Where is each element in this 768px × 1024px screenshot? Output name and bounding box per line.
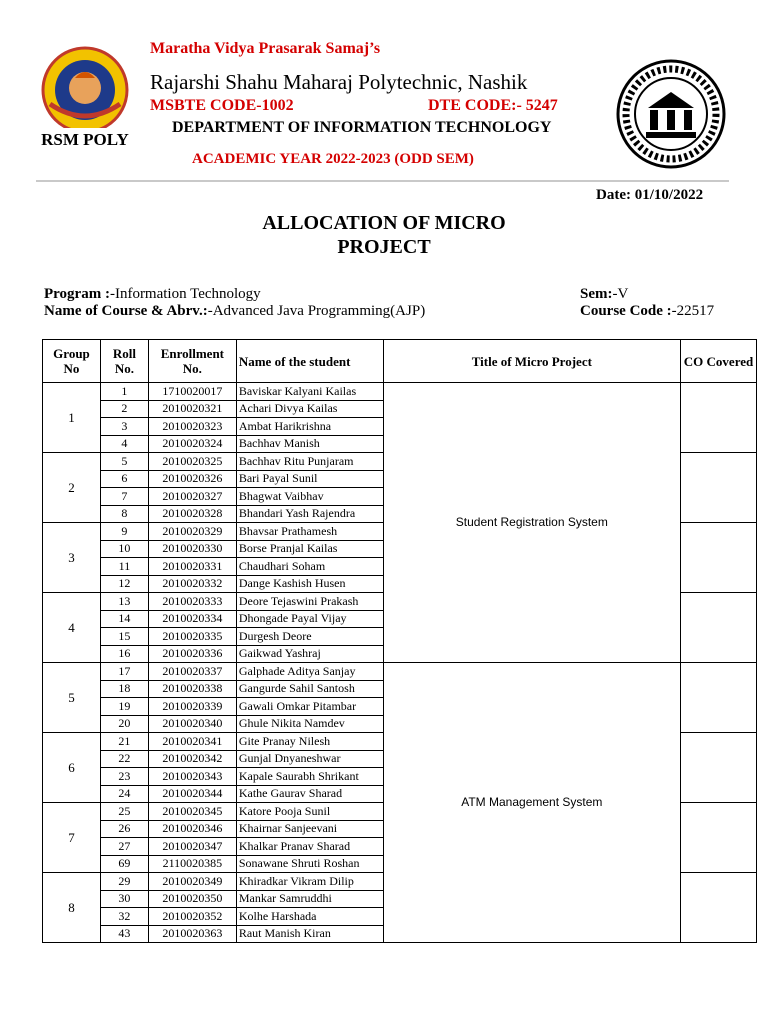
enrollment-number: 2010020329 xyxy=(148,523,236,541)
roll-number: 13 xyxy=(100,593,148,611)
enrollment-number: 2010020336 xyxy=(148,645,236,663)
col-header-roll: Roll No. xyxy=(100,340,148,383)
table-row xyxy=(43,383,757,401)
col-header-group: Group No xyxy=(43,340,101,383)
sem-info xyxy=(580,286,628,303)
table-row xyxy=(43,663,757,681)
roll-number: 24 xyxy=(100,785,148,803)
enrollment-number: 2010020340 xyxy=(148,715,236,733)
enrollment-number: 2010020344 xyxy=(148,785,236,803)
roll-number: 21 xyxy=(100,733,148,751)
student-name: Gite Pranay Nilesh xyxy=(236,733,383,751)
micro-project-title: ATM Management System xyxy=(383,663,680,943)
roll-number: 9 xyxy=(100,523,148,541)
enrollment-number: 2010020345 xyxy=(148,803,236,821)
page-title xyxy=(0,211,768,259)
student-name: Gawali Omkar Pitambar xyxy=(236,698,383,716)
sem-value: -V xyxy=(612,286,629,302)
roll-number: 10 xyxy=(100,540,148,558)
roll-number: 29 xyxy=(100,873,148,891)
course-code-value: -22517 xyxy=(671,303,715,319)
enrollment-number: 2010020339 xyxy=(148,698,236,716)
student-name: Katore Pooja Sunil xyxy=(236,803,383,821)
roll-number: 32 xyxy=(100,908,148,926)
co-covered xyxy=(681,523,757,593)
micro-project-title: Student Registration System xyxy=(383,383,680,663)
student-name: Sonawane Shruti Roshan xyxy=(236,855,383,873)
sem-label: Sem: xyxy=(580,286,613,302)
enrollment-number: 2010020338 xyxy=(148,680,236,698)
roll-number: 8 xyxy=(100,505,148,523)
group-number: 3 xyxy=(43,523,101,593)
student-name: Khiradkar Vikram Dilip xyxy=(236,873,383,891)
student-name: Kolhe Harshada xyxy=(236,908,383,926)
society-name: Maratha Vidya Prasarak Samaj’s xyxy=(150,40,381,57)
enrollment-number: 2010020327 xyxy=(148,488,236,506)
co-covered xyxy=(681,663,757,733)
enrollment-number: 2010020341 xyxy=(148,733,236,751)
student-name: Bhavsar Prathamesh xyxy=(236,523,383,541)
allocation-table xyxy=(42,339,757,943)
dte-code: DTE CODE:- 5247 xyxy=(428,97,558,114)
roll-number: 11 xyxy=(100,558,148,576)
student-name: Khalkar Pranav Sharad xyxy=(236,838,383,856)
academic-year: ACADEMIC YEAR 2022-2023 (ODD SEM) xyxy=(192,151,474,167)
student-name: Bari Payal Sunil xyxy=(236,470,383,488)
col-header-name: Name of the student xyxy=(236,340,383,383)
enrollment-number: 2010020331 xyxy=(148,558,236,576)
roll-number: 30 xyxy=(100,890,148,908)
roll-number: 25 xyxy=(100,803,148,821)
co-covered xyxy=(681,733,757,803)
enrollment-number: 2010020325 xyxy=(148,453,236,471)
group-number: 7 xyxy=(43,803,101,873)
program-value: -Information Technology xyxy=(109,286,261,302)
student-name: Bhagwat Vaibhav xyxy=(236,488,383,506)
student-name: Borse Pranjal Kailas xyxy=(236,540,383,558)
col-header-co: CO Covered xyxy=(681,340,757,383)
roll-number: 23 xyxy=(100,768,148,786)
msbte-code: MSBTE CODE-1002 xyxy=(150,97,294,114)
enrollment-number: 2010020352 xyxy=(148,908,236,926)
roll-number: 17 xyxy=(100,663,148,681)
college-name: Rajarshi Shahu Maharaj Polytechnic, Nashik xyxy=(150,70,528,94)
student-name: Dhongade Payal Vijay xyxy=(236,610,383,628)
logo-text: RSM POLY xyxy=(41,130,129,149)
enrollment-number: 2010020346 xyxy=(148,820,236,838)
roll-number: 43 xyxy=(100,925,148,943)
enrollment-number: 2010020347 xyxy=(148,838,236,856)
student-name: Galphade Aditya Sanjay xyxy=(236,663,383,681)
msbte-seal xyxy=(612,58,730,170)
roll-number: 26 xyxy=(100,820,148,838)
roll-number: 2 xyxy=(100,400,148,418)
group-number: 2 xyxy=(43,453,101,523)
enrollment-number: 1710020017 xyxy=(148,383,236,401)
student-name: Gunjal Dnyaneshwar xyxy=(236,750,383,768)
roll-number: 12 xyxy=(100,575,148,593)
enrollment-number: 2010020328 xyxy=(148,505,236,523)
group-number: 4 xyxy=(43,593,101,663)
group-number: 1 xyxy=(43,383,101,453)
roll-number: 3 xyxy=(100,418,148,436)
student-name: Khairnar Sanjeevani xyxy=(236,820,383,838)
course-code-info xyxy=(580,303,714,320)
table-header-row xyxy=(43,340,757,383)
student-name: Baviskar Kalyani Kailas xyxy=(236,383,383,401)
roll-number: 18 xyxy=(100,680,148,698)
header-divider xyxy=(36,180,729,182)
course-info xyxy=(44,303,425,320)
enrollment-number: 2010020342 xyxy=(148,750,236,768)
student-name: Deore Tejaswini Prakash xyxy=(236,593,383,611)
roll-number: 5 xyxy=(100,453,148,471)
student-name: Bachhav Manish xyxy=(236,435,383,453)
co-covered xyxy=(681,453,757,523)
student-name: Chaudhari Soham xyxy=(236,558,383,576)
roll-number: 22 xyxy=(100,750,148,768)
program-info xyxy=(44,286,261,303)
enrollment-number: 2010020323 xyxy=(148,418,236,436)
enrollment-number: 2010020343 xyxy=(148,768,236,786)
student-name: Gangurde Sahil Santosh xyxy=(236,680,383,698)
co-covered xyxy=(681,593,757,663)
student-name: Ambat Harikrishna xyxy=(236,418,383,436)
student-name: Durgesh Deore xyxy=(236,628,383,646)
roll-number: 16 xyxy=(100,645,148,663)
roll-number: 1 xyxy=(100,383,148,401)
enrollment-number: 2010020335 xyxy=(148,628,236,646)
enrollment-number: 2110020385 xyxy=(148,855,236,873)
roll-number: 7 xyxy=(100,488,148,506)
col-header-enrollment: Enrollment No. xyxy=(148,340,236,383)
group-number: 5 xyxy=(43,663,101,733)
enrollment-number: 2010020363 xyxy=(148,925,236,943)
enrollment-number: 2010020334 xyxy=(148,610,236,628)
department-name: DEPARTMENT OF INFORMATION TECHNOLOGY xyxy=(172,119,552,136)
roll-number: 20 xyxy=(100,715,148,733)
group-number: 6 xyxy=(43,733,101,803)
group-number: 8 xyxy=(43,873,101,943)
enrollment-number: 2010020332 xyxy=(148,575,236,593)
enrollment-number: 2010020333 xyxy=(148,593,236,611)
student-name: Gaikwad Yashraj xyxy=(236,645,383,663)
title-line-1: ALLOCATION OF MICRO xyxy=(262,212,506,234)
roll-number: 27 xyxy=(100,838,148,856)
col-header-project: Title of Micro Project xyxy=(383,340,680,383)
college-logo xyxy=(30,44,140,152)
co-covered xyxy=(681,873,757,943)
document-date: Date: 01/10/2022 xyxy=(596,187,704,203)
roll-number: 14 xyxy=(100,610,148,628)
roll-number: 15 xyxy=(100,628,148,646)
co-covered xyxy=(681,803,757,873)
enrollment-number: 2010020326 xyxy=(148,470,236,488)
student-name: Kapale Saurabh Shrikant xyxy=(236,768,383,786)
enrollment-number: 2010020330 xyxy=(148,540,236,558)
roll-number: 69 xyxy=(100,855,148,873)
course-value: -Advanced Java Programming(AJP) xyxy=(207,303,426,319)
roll-number: 19 xyxy=(100,698,148,716)
course-code-label: Course Code : xyxy=(580,303,672,319)
enrollment-number: 2010020324 xyxy=(148,435,236,453)
student-name: Mankar Samruddhi xyxy=(236,890,383,908)
student-name: Raut Manish Kiran xyxy=(236,925,383,943)
student-name: Achari Divya Kailas xyxy=(236,400,383,418)
enrollment-number: 2010020349 xyxy=(148,873,236,891)
student-name: Bhandari Yash Rajendra xyxy=(236,505,383,523)
student-name: Dange Kashish Husen xyxy=(236,575,383,593)
title-line-2: PROJECT xyxy=(337,236,431,258)
co-covered xyxy=(681,383,757,453)
student-name: Ghule Nikita Namdev xyxy=(236,715,383,733)
course-label: Name of Course & Abrv.: xyxy=(44,303,208,319)
roll-number: 6 xyxy=(100,470,148,488)
program-label: Program : xyxy=(44,286,110,302)
enrollment-number: 2010020350 xyxy=(148,890,236,908)
student-name: Kathe Gaurav Sharad xyxy=(236,785,383,803)
student-name: Bachhav Ritu Punjaram xyxy=(236,453,383,471)
enrollment-number: 2010020337 xyxy=(148,663,236,681)
enrollment-number: 2010020321 xyxy=(148,400,236,418)
roll-number: 4 xyxy=(100,435,148,453)
